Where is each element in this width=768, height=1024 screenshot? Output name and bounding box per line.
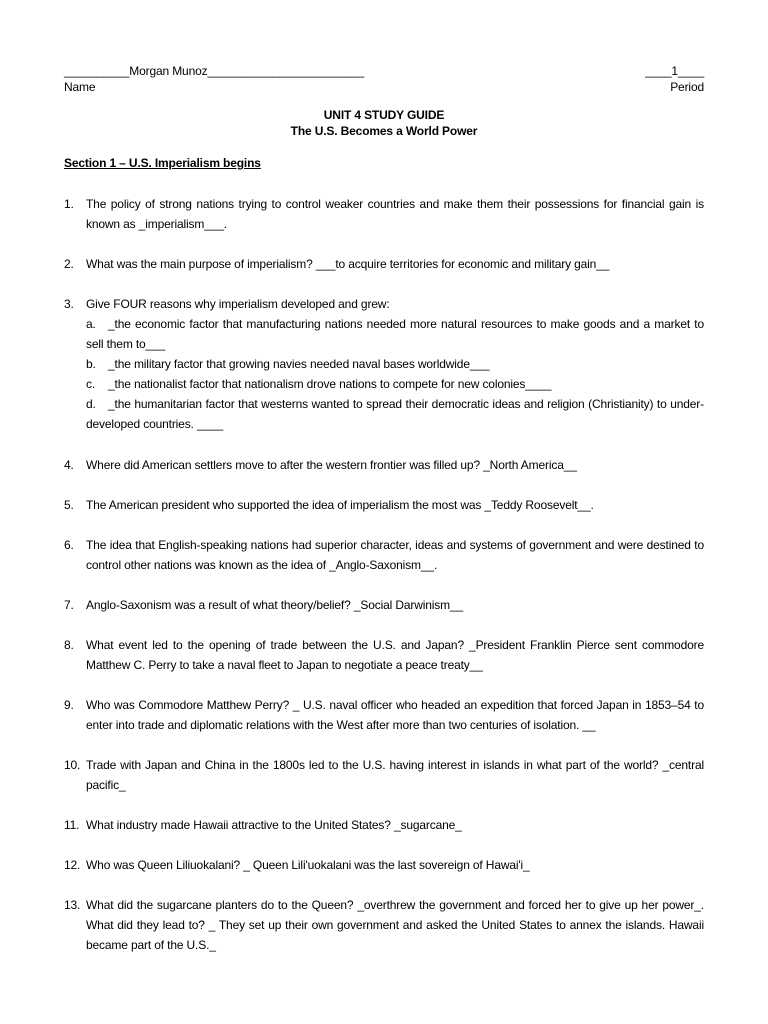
item-text: _the humanitarian factor that westerns wanted to spread their democratic ideas and religion (Christianity) to under-developed countries. ____ bbox=[86, 397, 704, 431]
question-3 bbox=[64, 294, 704, 434]
question-2 bbox=[64, 254, 704, 274]
question-5 bbox=[64, 495, 704, 515]
question-number: 6. bbox=[64, 538, 74, 552]
question-text: The idea that English-speaking nations had superior character, ideas and systems of government and were destined to control other nations was known as the idea of _Anglo-Saxonism__. bbox=[86, 538, 704, 572]
item-text: _the economic factor that manufacturing nations needed more natural resources to make goods and a market to sell them to___ bbox=[86, 317, 704, 351]
question-text: Trade with Japan and China in the 1800s led to the U.S. having interest in islands in what part of the world? _central pacific_ bbox=[86, 758, 704, 792]
period-line: ____1____ bbox=[645, 64, 704, 78]
page-subtitle: The U.S. Becomes a World Power bbox=[290, 124, 478, 138]
question-8 bbox=[64, 635, 704, 675]
question-text: What did the sugarcane planters do to the Queen? _overthrew the government and forced her to give up her power_. What did they lead to? _ They set up their own government and asked the United States to annex the islands. Hawaii became part of the U.S._ bbox=[86, 898, 704, 952]
question-10 bbox=[64, 755, 704, 795]
question-number: 13. bbox=[64, 898, 81, 912]
question-number: 2. bbox=[64, 257, 74, 271]
item-label: b. bbox=[86, 357, 96, 371]
question-9 bbox=[64, 695, 704, 735]
item-label: d. bbox=[86, 397, 96, 411]
item-label: c. bbox=[86, 377, 96, 391]
question-text: Who was Queen Liliuokalani? _ Queen Lili'uokalani was the last sovereign of Hawai'i_ bbox=[86, 858, 530, 872]
question-text: What was the main purpose of imperialism? ___to acquire territories for economic and military gain__ bbox=[86, 257, 610, 271]
question-text: Anglo-Saxonism was a result of what theory/belief? _Social Darwinism__ bbox=[86, 598, 464, 612]
question-text: What event led to the opening of trade between the U.S. and Japan? _President Franklin Pierce sent commodore Matthew C. Perry to take a naval fleet to Japan to negotiate a peace treaty__ bbox=[86, 638, 704, 672]
item-text: _the nationalist factor that nationalism drove nations to compete for new colonies____ bbox=[108, 377, 552, 391]
question-number: 1. bbox=[64, 197, 74, 211]
question-number: 7. bbox=[64, 598, 74, 612]
item-text: _the military factor that growing navies needed naval bases worldwide___ bbox=[108, 357, 490, 371]
question-number: 5. bbox=[64, 498, 74, 512]
question-number: 4. bbox=[64, 458, 74, 472]
name-line: __________Morgan Munoz________________________ bbox=[64, 64, 365, 78]
question-number: 9. bbox=[64, 698, 74, 712]
question-text: Where did American settlers move to after the western frontier was filled up? _North America__ bbox=[86, 458, 577, 472]
question-text: Who was Commodore Matthew Perry? _ U.S. naval officer who headed an expedition that forced Japan in 1853–54 to enter into trade and diplomatic relations with the West after more than two centuries of isolation. __ bbox=[86, 698, 704, 732]
page-title: UNIT 4 STUDY GUIDE bbox=[323, 108, 445, 122]
q3-item-d bbox=[86, 394, 704, 434]
question-text: The policy of strong nations trying to control weaker countries and make them their possessions for financial gain is known as _imperialism___. bbox=[86, 197, 704, 231]
question-1 bbox=[64, 194, 704, 234]
question-12 bbox=[64, 855, 704, 875]
q3-item-b bbox=[86, 354, 704, 374]
question-number: 8. bbox=[64, 638, 74, 652]
question-number: 3. bbox=[64, 297, 74, 311]
question-6 bbox=[64, 535, 704, 575]
q3-item-c bbox=[86, 374, 704, 394]
question-text: The American president who supported the idea of imperialism the most was _Teddy Roosevelt__. bbox=[86, 498, 594, 512]
question-13 bbox=[64, 895, 704, 955]
question-text: What industry made Hawaii attractive to the United States? _sugarcane_ bbox=[86, 818, 462, 832]
question-11 bbox=[64, 815, 704, 835]
question-number: 11. bbox=[64, 818, 80, 832]
question-text: Give FOUR reasons why imperialism developed and grew: bbox=[86, 297, 390, 311]
section-heading: Section 1 – U.S. Imperialism begins bbox=[64, 156, 261, 170]
question-number: 12. bbox=[64, 858, 81, 872]
question-7 bbox=[64, 595, 704, 615]
question-number: 10. bbox=[64, 758, 81, 772]
period-label: Period bbox=[670, 80, 704, 94]
question-4 bbox=[64, 455, 704, 475]
item-label: a. bbox=[86, 317, 96, 331]
name-label: Name bbox=[64, 80, 96, 94]
q3-item-a bbox=[86, 314, 704, 354]
